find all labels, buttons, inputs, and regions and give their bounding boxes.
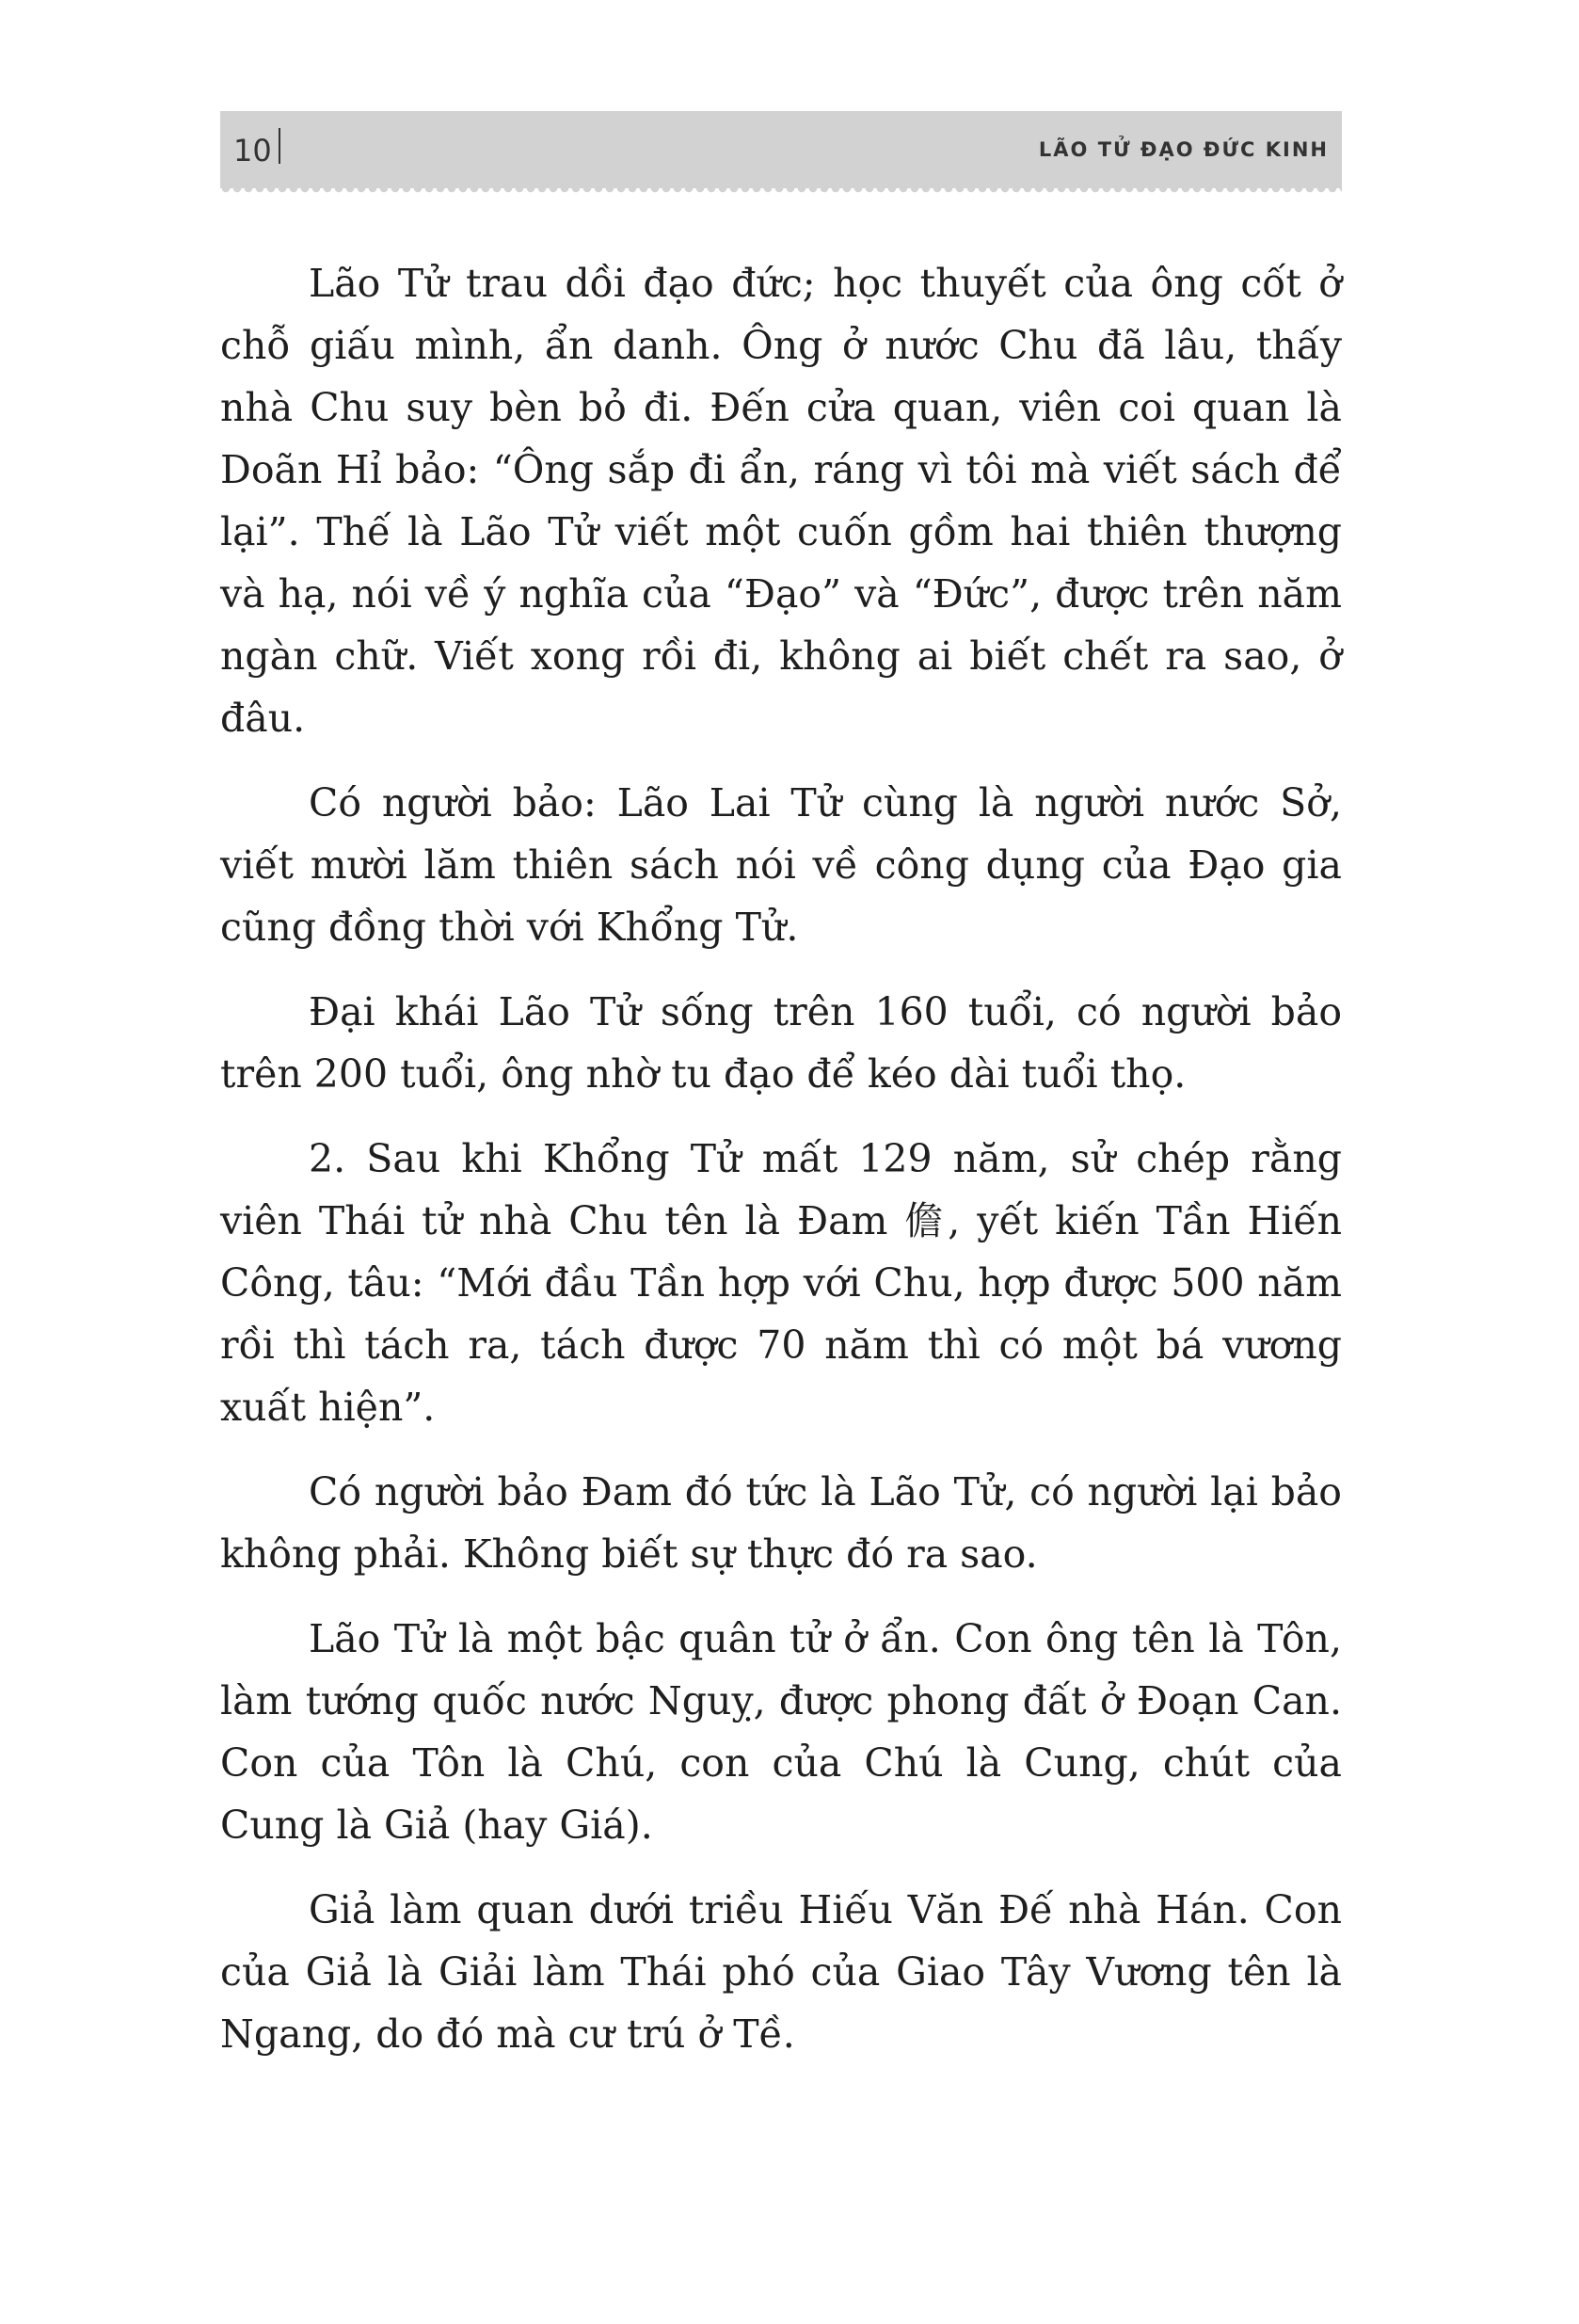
paragraph-4: 2. Sau khi Khổng Tử mất 129 năm, sử chép rằng viên Thái tử nhà Chu tên là Đam 儋, yết kiến Tần Hiến Công, tâu: “Mới đầu Tần hợp với Chu, hợp được 500 năm rồi thì tách ra, tách được 70 năm thì có một bá vương xuất hiện”. [220, 1136, 1342, 1430]
page-number: 10 [233, 133, 272, 168]
running-title: LÃO TỬ ĐẠO ĐỨC KINH [1038, 138, 1329, 161]
paragraph-3: Đại khái Lão Tử sống trên 160 tuổi, có người bảo trên 200 tuổi, ông nhờ tu đạo để kéo dài tuổi thọ. [220, 989, 1342, 1097]
page-header [220, 111, 1342, 188]
paragraph-1: Lão Tử trau dồi đạo đức; học thuyết của ông cốt ở chỗ giấu mình, ẩn danh. Ông ở nước Chu đã lâu, thấy nhà Chu suy bèn bỏ đi. Đến cửa quan, viên coi quan là Doãn Hỉ bảo: “Ông sắp đi ẩn, ráng vì tôi mà viết sách để lại”. Thế là Lão Tử viết một cuốn gồm hai thiên thượng và hạ, nói về ý nghĩa của “Đạo” và “Đức”, được trên năm ngàn chữ. Viết xong rồi đi, không ai biết chết ra sao, ở đâu. [220, 261, 1342, 741]
header-separator [279, 128, 280, 164]
paragraph-7: Giả làm quan dưới triều Hiếu Văn Đế nhà Hán. Con của Giả là Giải làm Thái phó của Giao Tây Vương tên là Ngang, do đó mà cư trú ở Tề. [220, 1887, 1342, 2057]
paragraph-6: Lão Tử là một bậc quân tử ở ẩn. Con ông tên là Tôn, làm tướng quốc nước Nguỵ, được phong đất ở Đoạn Can. Con của Tôn là Chú, con của Chú là Cung, chút của Cung là Giả (hay Giá). [220, 1616, 1342, 1848]
paragraph-5: Có người bảo Đam đó tức là Lão Tử, có người lại bảo không phải. Không biết sự thực đó ra sao. [220, 1469, 1342, 1577]
page-body [220, 252, 1342, 2088]
paragraph-2: Có người bảo: Lão Lai Tử cùng là người nước Sở, viết mười lăm thiên sách nói về công dụng của Đạo gia cũng đồng thời với Khổng Tử. [220, 780, 1342, 950]
